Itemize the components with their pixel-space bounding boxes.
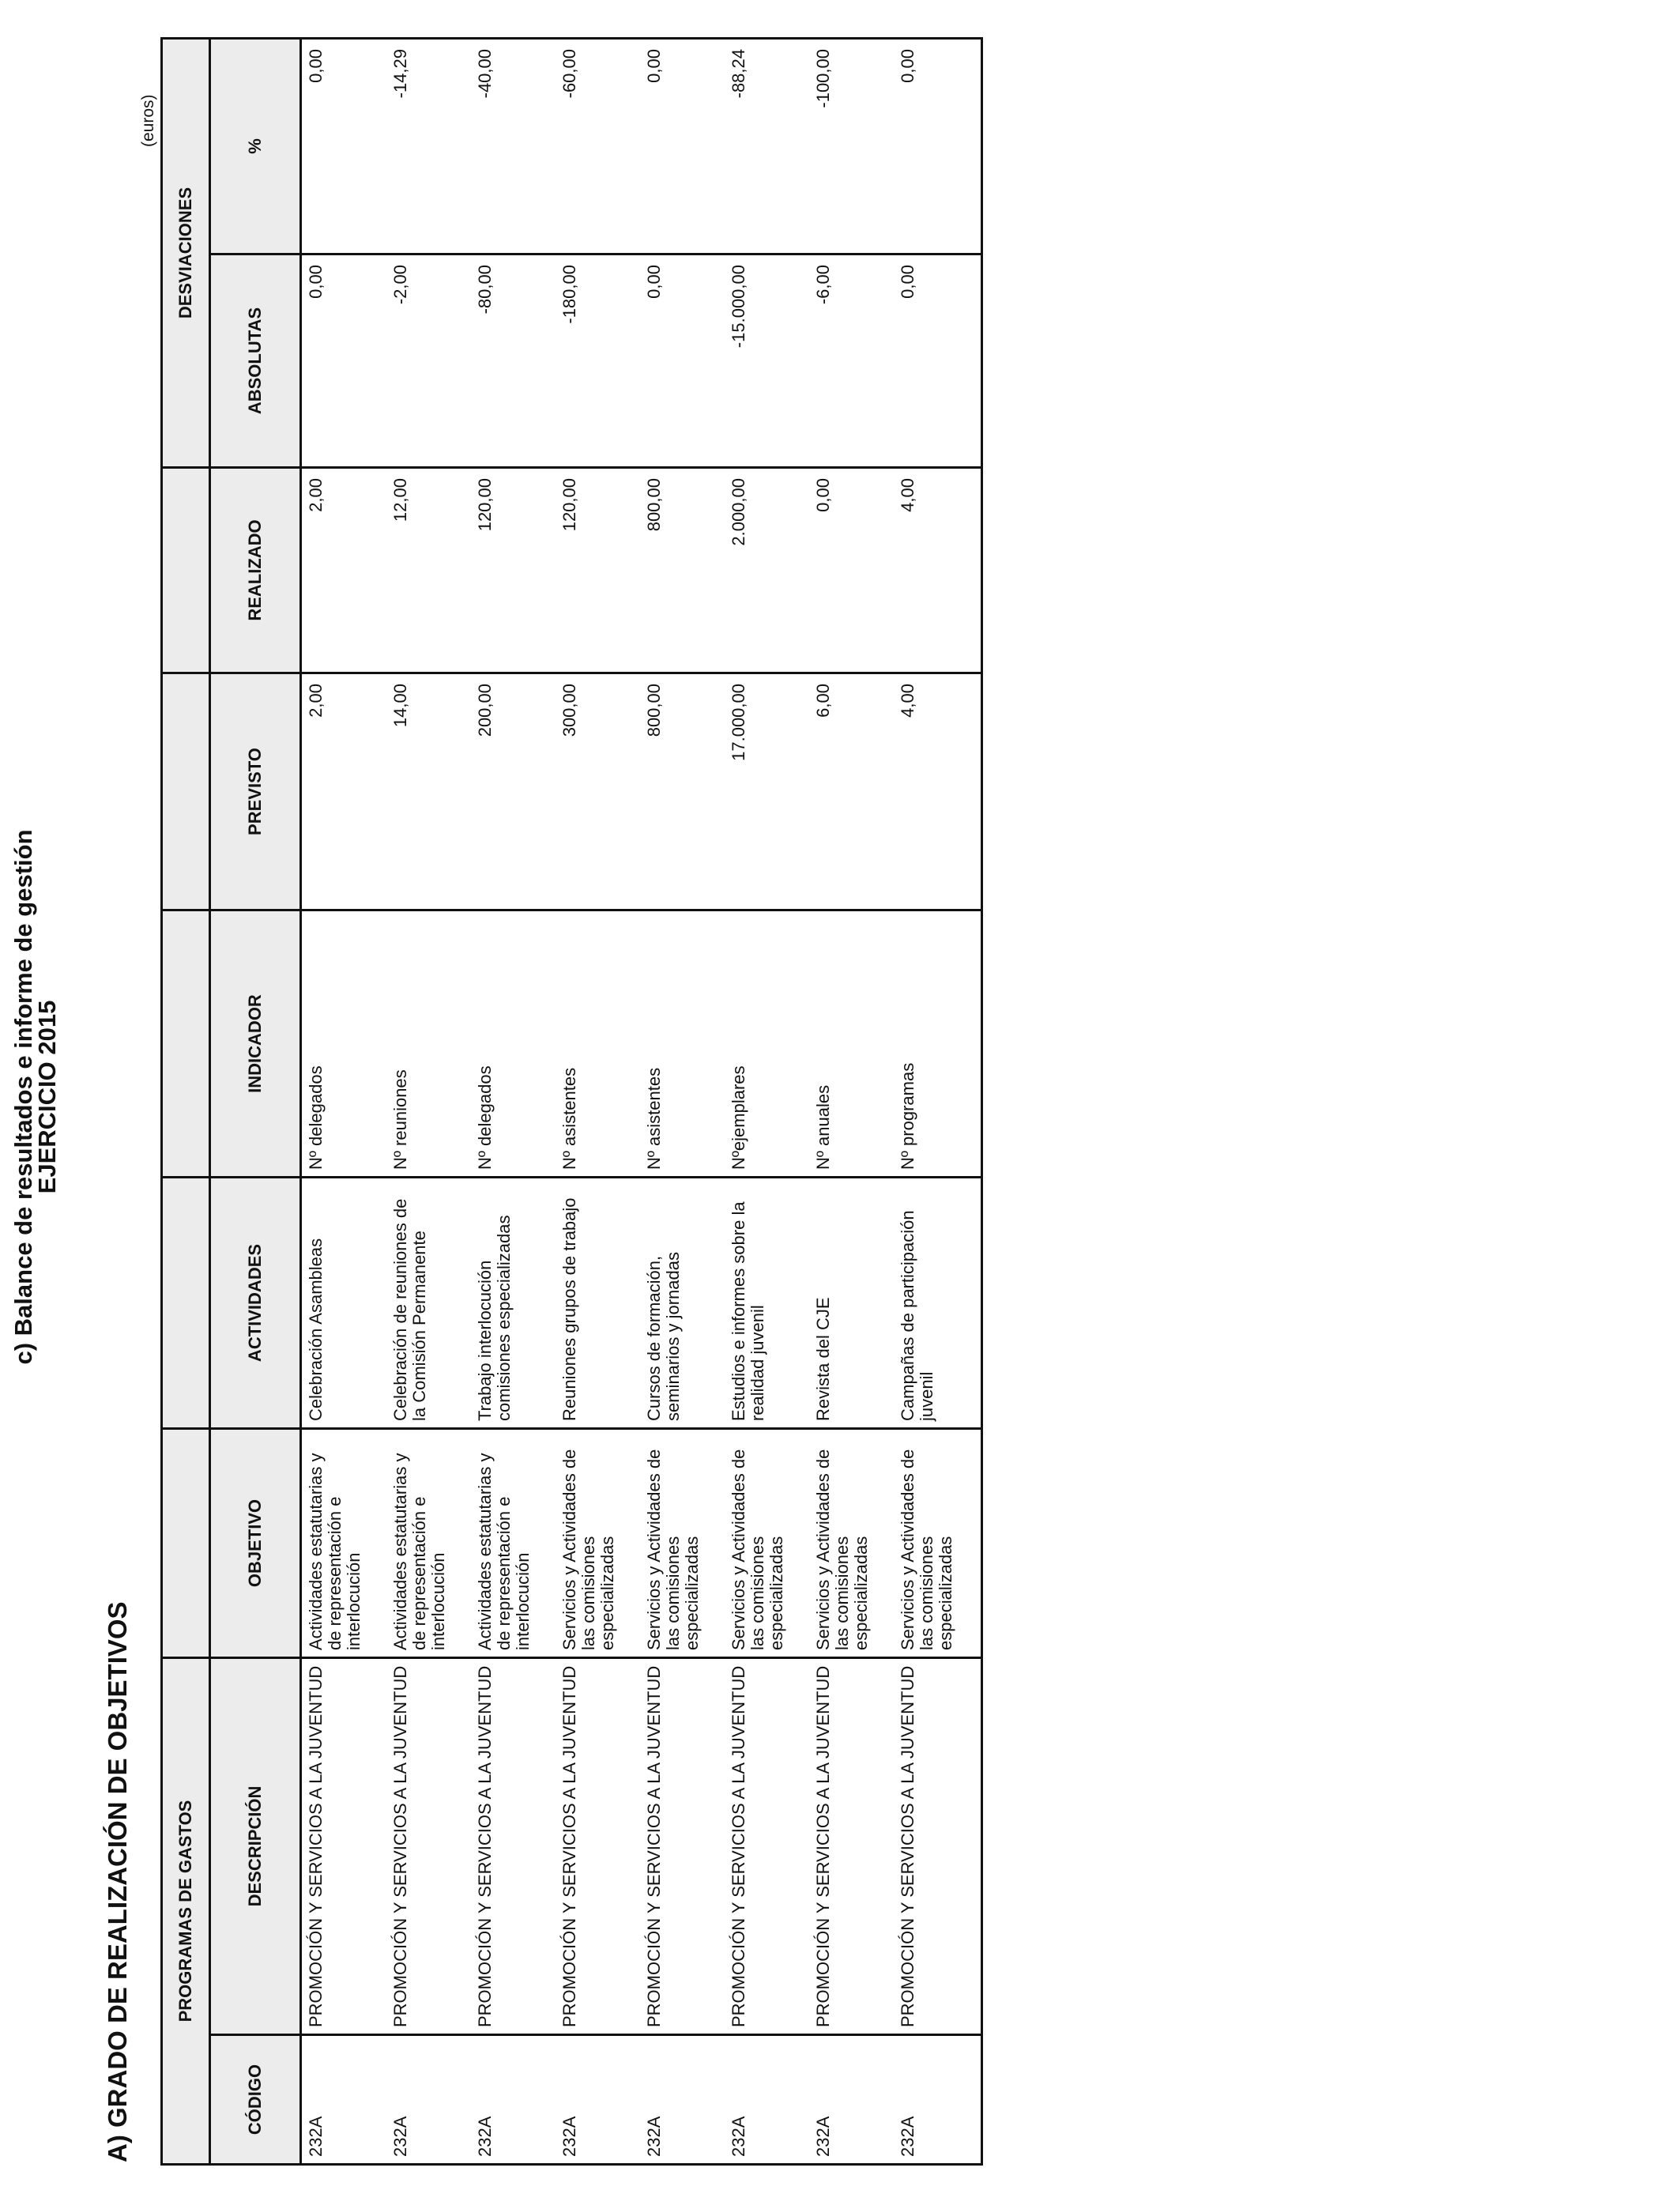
cell-realizado: 2.000,00 [725, 468, 809, 673]
cell-indicador: Nº programas [894, 910, 982, 1178]
cell-indicador: Nº asistentes [640, 910, 725, 1178]
cell-descripcion: PROMOCIÓN Y SERVICIOS A LA JUVENTUD [386, 1658, 471, 2035]
cell-descripcion: PROMOCIÓN Y SERVICIOS A LA JUVENTUD [301, 1658, 387, 2035]
cell-previsto: 300,00 [556, 673, 640, 910]
table-row [640, 38, 725, 2164]
cell-absolutas: -180,00 [556, 254, 640, 468]
table-row [556, 38, 640, 2164]
column-header-porcentaje: % [210, 38, 301, 254]
cell-previsto: 6,00 [809, 673, 894, 910]
table-row [725, 38, 809, 2164]
cell-actividades: Celebración Asambleas [301, 1178, 387, 1429]
cell-porcentaje: 0,00 [640, 38, 725, 254]
cell-actividades: Cursos de formación, seminarios y jornadas [640, 1178, 725, 1429]
cell-absolutas: -6,00 [809, 254, 894, 468]
cell-objetivo: Actividades estatutarias y de representación e interlocución [301, 1429, 387, 1658]
cell-realizado: 120,00 [556, 468, 640, 673]
cell-previsto: 17.000,00 [725, 673, 809, 910]
cell-codigo: 232A [556, 2035, 640, 2165]
cell-indicador: Nº reuniones [386, 910, 471, 1178]
column-header-previsto: PREVISTO [210, 673, 301, 910]
column-header-realizado: REALIZADO [210, 468, 301, 673]
table-row [386, 38, 471, 2164]
table-row [894, 38, 982, 2164]
cell-actividades: Estudios e informes sobre la realidad juvenil [725, 1178, 809, 1429]
cell-realizado: 4,00 [894, 468, 982, 673]
cell-descripcion: PROMOCIÓN Y SERVICIOS A LA JUVENTUD [471, 1658, 556, 2035]
group-header-blank [162, 673, 210, 910]
cell-actividades: Reuniones grupos de trabajo [556, 1178, 640, 1429]
group-header-blank [162, 468, 210, 673]
cell-codigo: 232A [301, 2035, 387, 2165]
table-row [809, 38, 894, 2164]
cell-objetivo: Actividades estatutarias y de representación e interlocución [471, 1429, 556, 1658]
cell-actividades: Trabajo interlocución comisiones especializadas [471, 1178, 556, 1429]
cell-indicador: Nº asistentes [556, 910, 640, 1178]
cell-absolutas: 0,00 [894, 254, 982, 468]
cell-realizado: 120,00 [471, 468, 556, 673]
column-header-absolutas: ABSOLUTAS [210, 254, 301, 468]
cell-previsto: 800,00 [640, 673, 725, 910]
cell-porcentaje: -100,00 [809, 38, 894, 254]
cell-porcentaje: -60,00 [556, 38, 640, 254]
cell-codigo: 232A [809, 2035, 894, 2165]
cell-descripcion: PROMOCIÓN Y SERVICIOS A LA JUVENTUD [894, 1658, 982, 2035]
cell-realizado: 12,00 [386, 468, 471, 673]
cell-actividades: Revista del CJE [809, 1178, 894, 1429]
cell-objetivo: Servicios y Actividades de las comisiones especializadas [894, 1429, 982, 1658]
group-header-blank [162, 1178, 210, 1429]
cell-objetivo: Servicios y Actividades de las comisiones especializadas [725, 1429, 809, 1658]
objectives-table [160, 37, 983, 2166]
cell-codigo: 232A [640, 2035, 725, 2165]
cell-absolutas: -2,00 [386, 254, 471, 468]
group-header-blank [162, 910, 210, 1178]
cell-absolutas: -15.000,00 [725, 254, 809, 468]
fiscal-year-title: EJERCICIO 2015 [33, 1000, 61, 1194]
cell-porcentaje: -14,29 [386, 38, 471, 254]
cell-realizado: 800,00 [640, 468, 725, 673]
cell-objetivo: Actividades estatutarias y de representación e interlocución [386, 1429, 471, 1658]
cell-actividades: Celebración de reuniones de la Comisión Permanente [386, 1178, 471, 1429]
cell-descripcion: PROMOCIÓN Y SERVICIOS A LA JUVENTUD [640, 1658, 725, 2035]
cell-descripcion: PROMOCIÓN Y SERVICIOS A LA JUVENTUD [556, 1658, 640, 2035]
cell-previsto: 4,00 [894, 673, 982, 910]
cell-codigo: 232A [894, 2035, 982, 2165]
table-row [301, 38, 387, 2164]
column-header-indicador: INDICADOR [210, 910, 301, 1178]
cell-objetivo: Servicios y Actividades de las comisiones especializadas [556, 1429, 640, 1658]
cell-porcentaje: 0,00 [301, 38, 387, 254]
cell-codigo: 232A [725, 2035, 809, 2165]
column-header-codigo: CÓDIGO [210, 2035, 301, 2165]
cell-indicador: Nºejemplares [725, 910, 809, 1178]
cell-porcentaje: -88,24 [725, 38, 809, 254]
cell-codigo: 232A [471, 2035, 556, 2165]
cell-objetivo: Servicios y Actividades de las comisiones especializadas [809, 1429, 894, 1658]
cell-porcentaje: 0,00 [894, 38, 982, 254]
cell-objetivo: Servicios y Actividades de las comisiones especializadas [640, 1429, 725, 1658]
cell-descripcion: PROMOCIÓN Y SERVICIOS A LA JUVENTUD [809, 1658, 894, 2035]
document-title: c) Balance de resultados e informe de gestión [9, 829, 37, 1365]
cell-previsto: 14,00 [386, 673, 471, 910]
column-header-actividades: ACTIVIDADES [210, 1178, 301, 1429]
cell-actividades: Campañas de participación juvenil [894, 1178, 982, 1429]
cell-previsto: 2,00 [301, 673, 387, 910]
group-header-programas: PROGRAMAS DE GASTOS [162, 1658, 210, 2165]
cell-realizado: 2,00 [301, 468, 387, 673]
section-title: A) GRADO DE REALIZACIÓN DE OBJETIVOS [103, 1601, 132, 2162]
currency-units: (euros) [139, 94, 157, 147]
cell-previsto: 200,00 [471, 673, 556, 910]
group-header-desviaciones: DESVIACIONES [162, 38, 210, 467]
column-header-objetivo: OBJETIVO [210, 1429, 301, 1658]
cell-absolutas: 0,00 [301, 254, 387, 468]
cell-indicador: Nº anuales [809, 910, 894, 1178]
cell-absolutas: 0,00 [640, 254, 725, 468]
cell-realizado: 0,00 [809, 468, 894, 673]
group-header-blank [162, 1429, 210, 1658]
cell-indicador: Nº delegados [471, 910, 556, 1178]
table-row [471, 38, 556, 2164]
cell-codigo: 232A [386, 2035, 471, 2165]
column-header-descripcion: DESCRIPCIÓN [210, 1658, 301, 2035]
cell-porcentaje: -40,00 [471, 38, 556, 254]
cell-descripcion: PROMOCIÓN Y SERVICIOS A LA JUVENTUD [725, 1658, 809, 2035]
cell-indicador: Nº delegados [301, 910, 387, 1178]
cell-absolutas: -80,00 [471, 254, 556, 468]
